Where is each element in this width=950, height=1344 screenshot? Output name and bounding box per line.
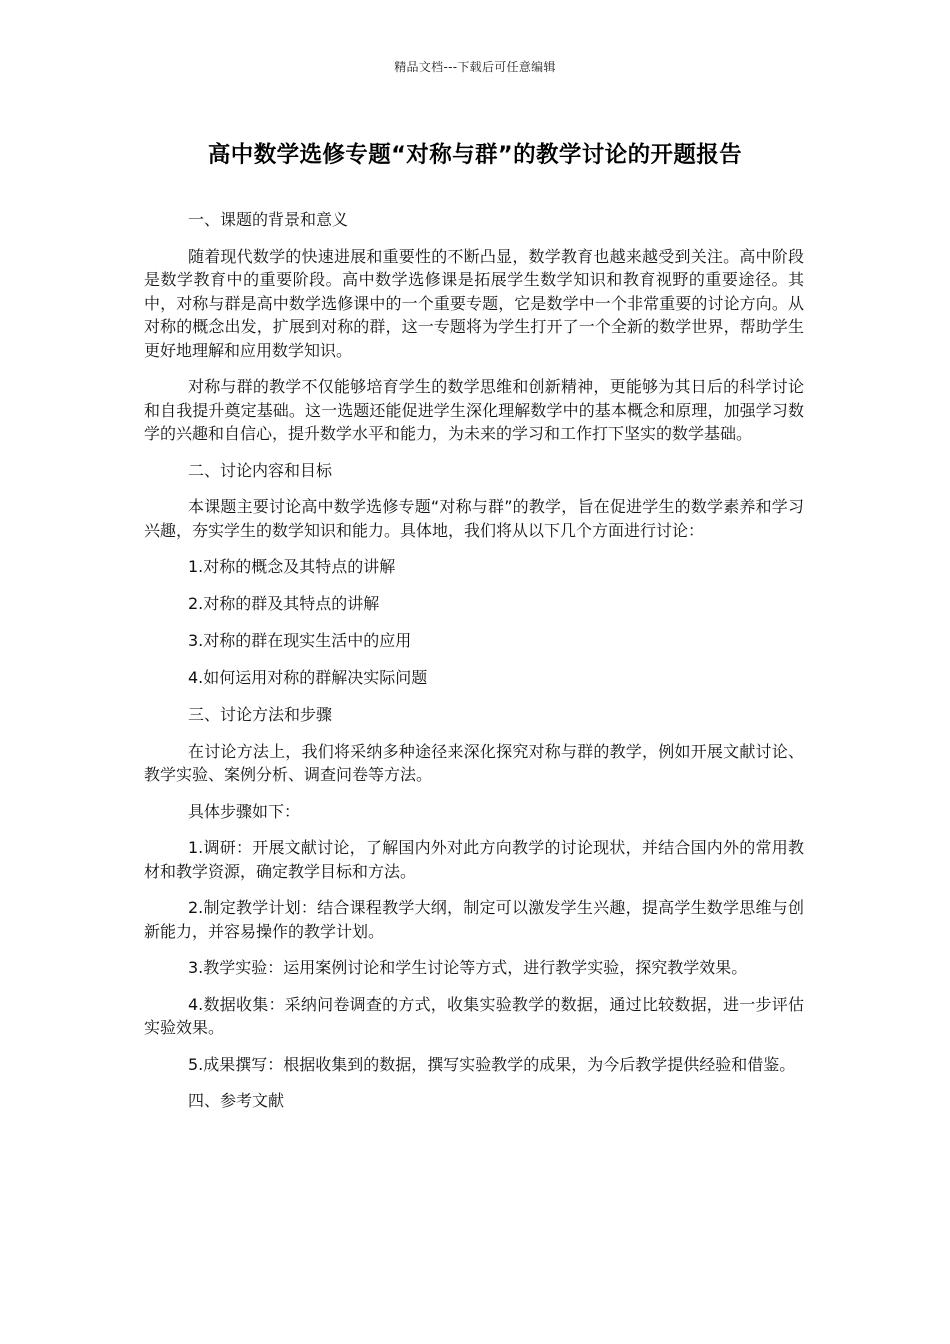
step-item: 3.教学实验：运用案例讨论和学生讨论等方式，进行教学实验，探究教学效果。 — [188, 958, 748, 977]
list-item: 4.如何运用对称的群解决实际问题 — [188, 668, 428, 687]
paragraph-background-1: 随着现代数学的快速进展和重要性的不断凸显，数学教育也越来越受到关注。高中阶段是数学教育中的重要阶段。高中数学选修课是拓展学生数学知识和教育视野的重要途径。其中，对称与群是高中数学选修课中的一个重要专题，它是数学中一个非常重要的讨论方向。从对称的概念出发，扩展到对称的群，这一专题将为学生打开了一个全新的数学世界，帮助学生更好地理解和应用数学知识。 — [144, 246, 804, 360]
step-item: 5.成果撰写：根据收集到的数据，撰写实验教学的成果，为今后教学提供经验和借鉴。 — [188, 1054, 796, 1074]
paragraph-background-2: 对称与群的教学不仅能够培育学生的数学思维和创新精神，更能够为其日后的科学讨论和自我提升奠定基础。这一选题还能促进学生深化理解数学中的基本概念和原理，加强学习数学的兴趣和自信心，提升数学水平和能力，为未来的学习和工作打下坚实的数学基础。 — [144, 377, 804, 443]
list-item: 3.对称的群在现实生活中的应用 — [188, 631, 412, 650]
paragraph-methods: 在讨论方法上，我们将采纳多种途径来深化探究对称与群的教学，例如开展文献讨论、教学实验、案例分析、调查问卷等方法。 — [144, 741, 804, 784]
section-heading-3: 三、讨论方法和步骤 — [188, 705, 333, 724]
header-note: 精品文档---下载后可任意编辑 — [394, 60, 556, 74]
section-heading-2: 二、讨论内容和目标 — [188, 460, 333, 480]
page-title: 高中数学选修专题“对称与群”的教学讨论的开题报告 — [207, 142, 743, 168]
list-item: 1.对称的概念及其特点的讲解 — [188, 557, 396, 576]
document-body — [144, 208, 804, 1126]
list-item: 2.对称的群及其特点的讲解 — [188, 594, 380, 613]
section-heading-4: 四、参考文献 — [188, 1091, 285, 1110]
step-item: 1.调研：开展文献讨论，了解国内外对此方向教学的讨论现状，并结合国内外的常用教材和教学资源，确定教学目标和方法。 — [144, 838, 804, 881]
step-item: 2.制定教学计划：结合课程教学大纲，制定可以激发学生兴趣，提高学生数学思维与创新能力，并容易操作的教学计划。 — [144, 898, 804, 941]
paragraph-content-intro: 本课题主要讨论高中数学选修专题“对称与群”的教学，旨在促进学生的数学素养和学习兴趣，夯实学生的数学知识和能力。具体地，我们将从以下几个方面进行讨论： — [144, 497, 804, 540]
section-heading-1: 一、课题的背景和意义 — [188, 210, 349, 229]
paragraph-steps-intro: 具体步骤如下： — [188, 801, 301, 821]
step-item: 4.数据收集：采纳问卷调查的方式，收集实验教学的数据，通过比较数据，进一步评估实验效果。 — [144, 994, 804, 1037]
